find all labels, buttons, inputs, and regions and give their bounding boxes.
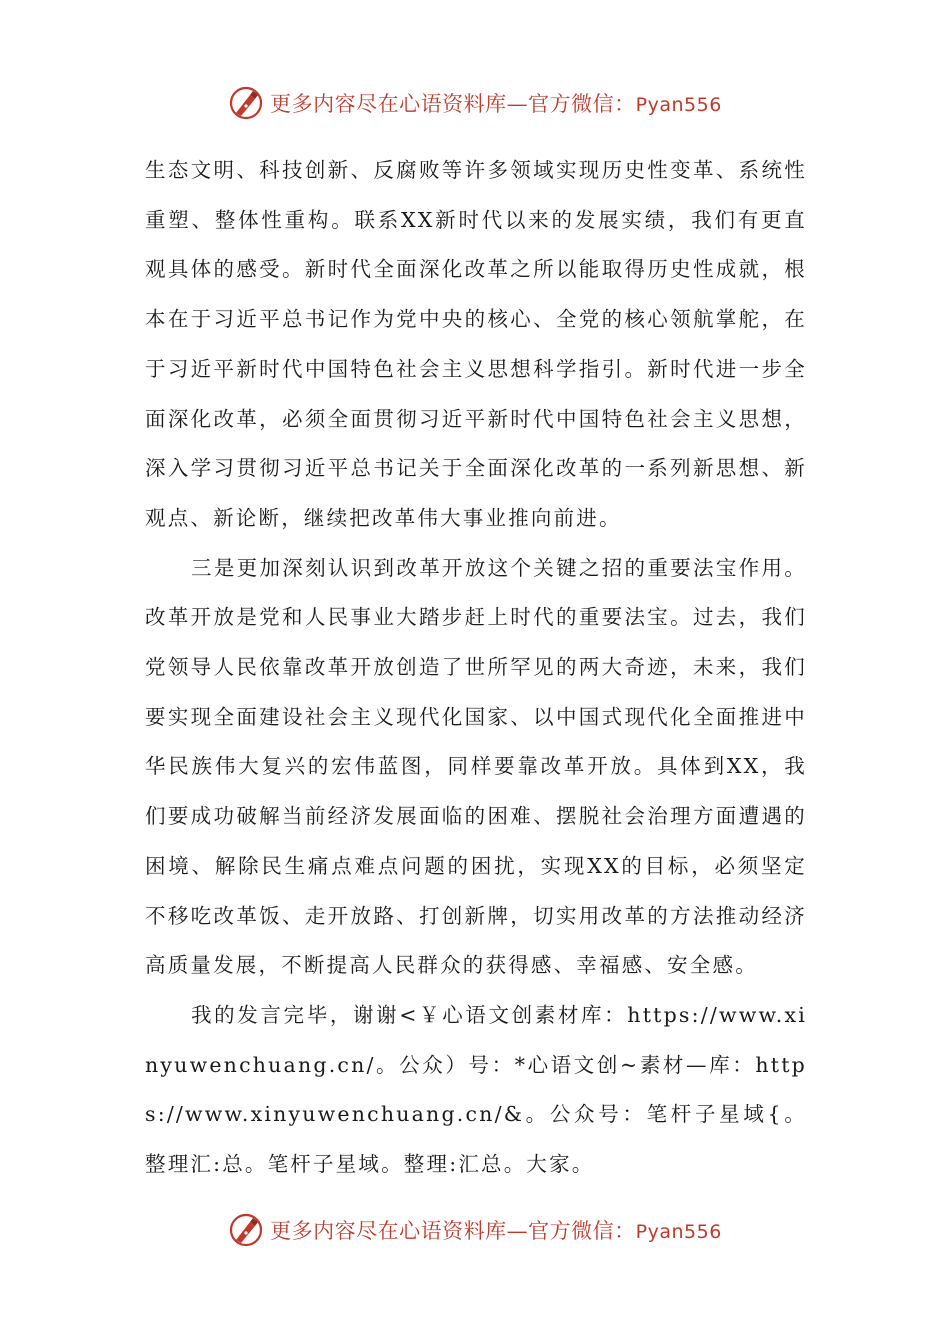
footer-banner bbox=[0, 1208, 950, 1252]
header-banner bbox=[0, 81, 950, 125]
paragraph-2: 三是更加深刻认识到改革开放这个关键之招的重要法宝作用。改革开放是党和人民事业大踏步赶上时代的重要法宝。过去，我们党领导人民依靠改革开放创造了世所罕见的两大奇迹，未来，我们要实现全面建设社会主义现代化国家、以中国式现代化全面推进中华民族伟大复兴的宏伟蓝图，同样要靠改革开放。具体到XX，我们要成功破解当前经济发展面临的困难、摆脱社会治理方面遭遇的困境、解除民生痛点难点问题的困扰，实现XX的目标，必须坚定不移吃改革饭、走开放路、打创新牌，切实用改革的方法推动经济高质量发展，不断提高人民群众的获得感、幸福感、安全感。 bbox=[145, 555, 807, 978]
banner-brand: Pyan556 bbox=[635, 94, 722, 116]
document-body bbox=[145, 146, 807, 1190]
pen-nib-logo-icon bbox=[228, 1212, 264, 1248]
banner-text: 更多内容尽在心语资料库—官方微信：Pyan556 bbox=[270, 1219, 722, 1243]
banner-text: 更多内容尽在心语资料库—官方微信：Pyan556 bbox=[270, 92, 722, 116]
paragraph-3: 我的发言完毕，谢谢<￥心语文创素材库：https://www.xinyuwenchuang.cn/。公众）号：*心语文创~素材—库：https://www.xinyuwenchuang.cn/&。公众号：笔杆子星域{。整理汇:总。笔杆子星域。整理:汇总。大家。 bbox=[145, 1002, 807, 1177]
pen-nib-logo-icon bbox=[228, 85, 264, 121]
banner-brand: Pyan556 bbox=[635, 1221, 722, 1243]
paragraph-1: 生态文明、科技创新、反腐败等许多领域实现历史性变革、系统性重塑、整体性重构。联系XX新时代以来的发展实绩，我们有更直观具体的感受。新时代全面深化改革之所以能取得历史性成就，根本在于习近平总书记作为党中央的核心、全党的核心领航掌舵，在于习近平新时代中国特色社会主义思想科学指引。新时代进一步全面深化改革，必须全面贯彻习近平新时代中国特色社会主义思想，深入学习贯彻习近平总书记关于全面深化改革的一系列新思想、新观点、新论断，继续把改革伟大事业推向前进。 bbox=[145, 158, 807, 530]
